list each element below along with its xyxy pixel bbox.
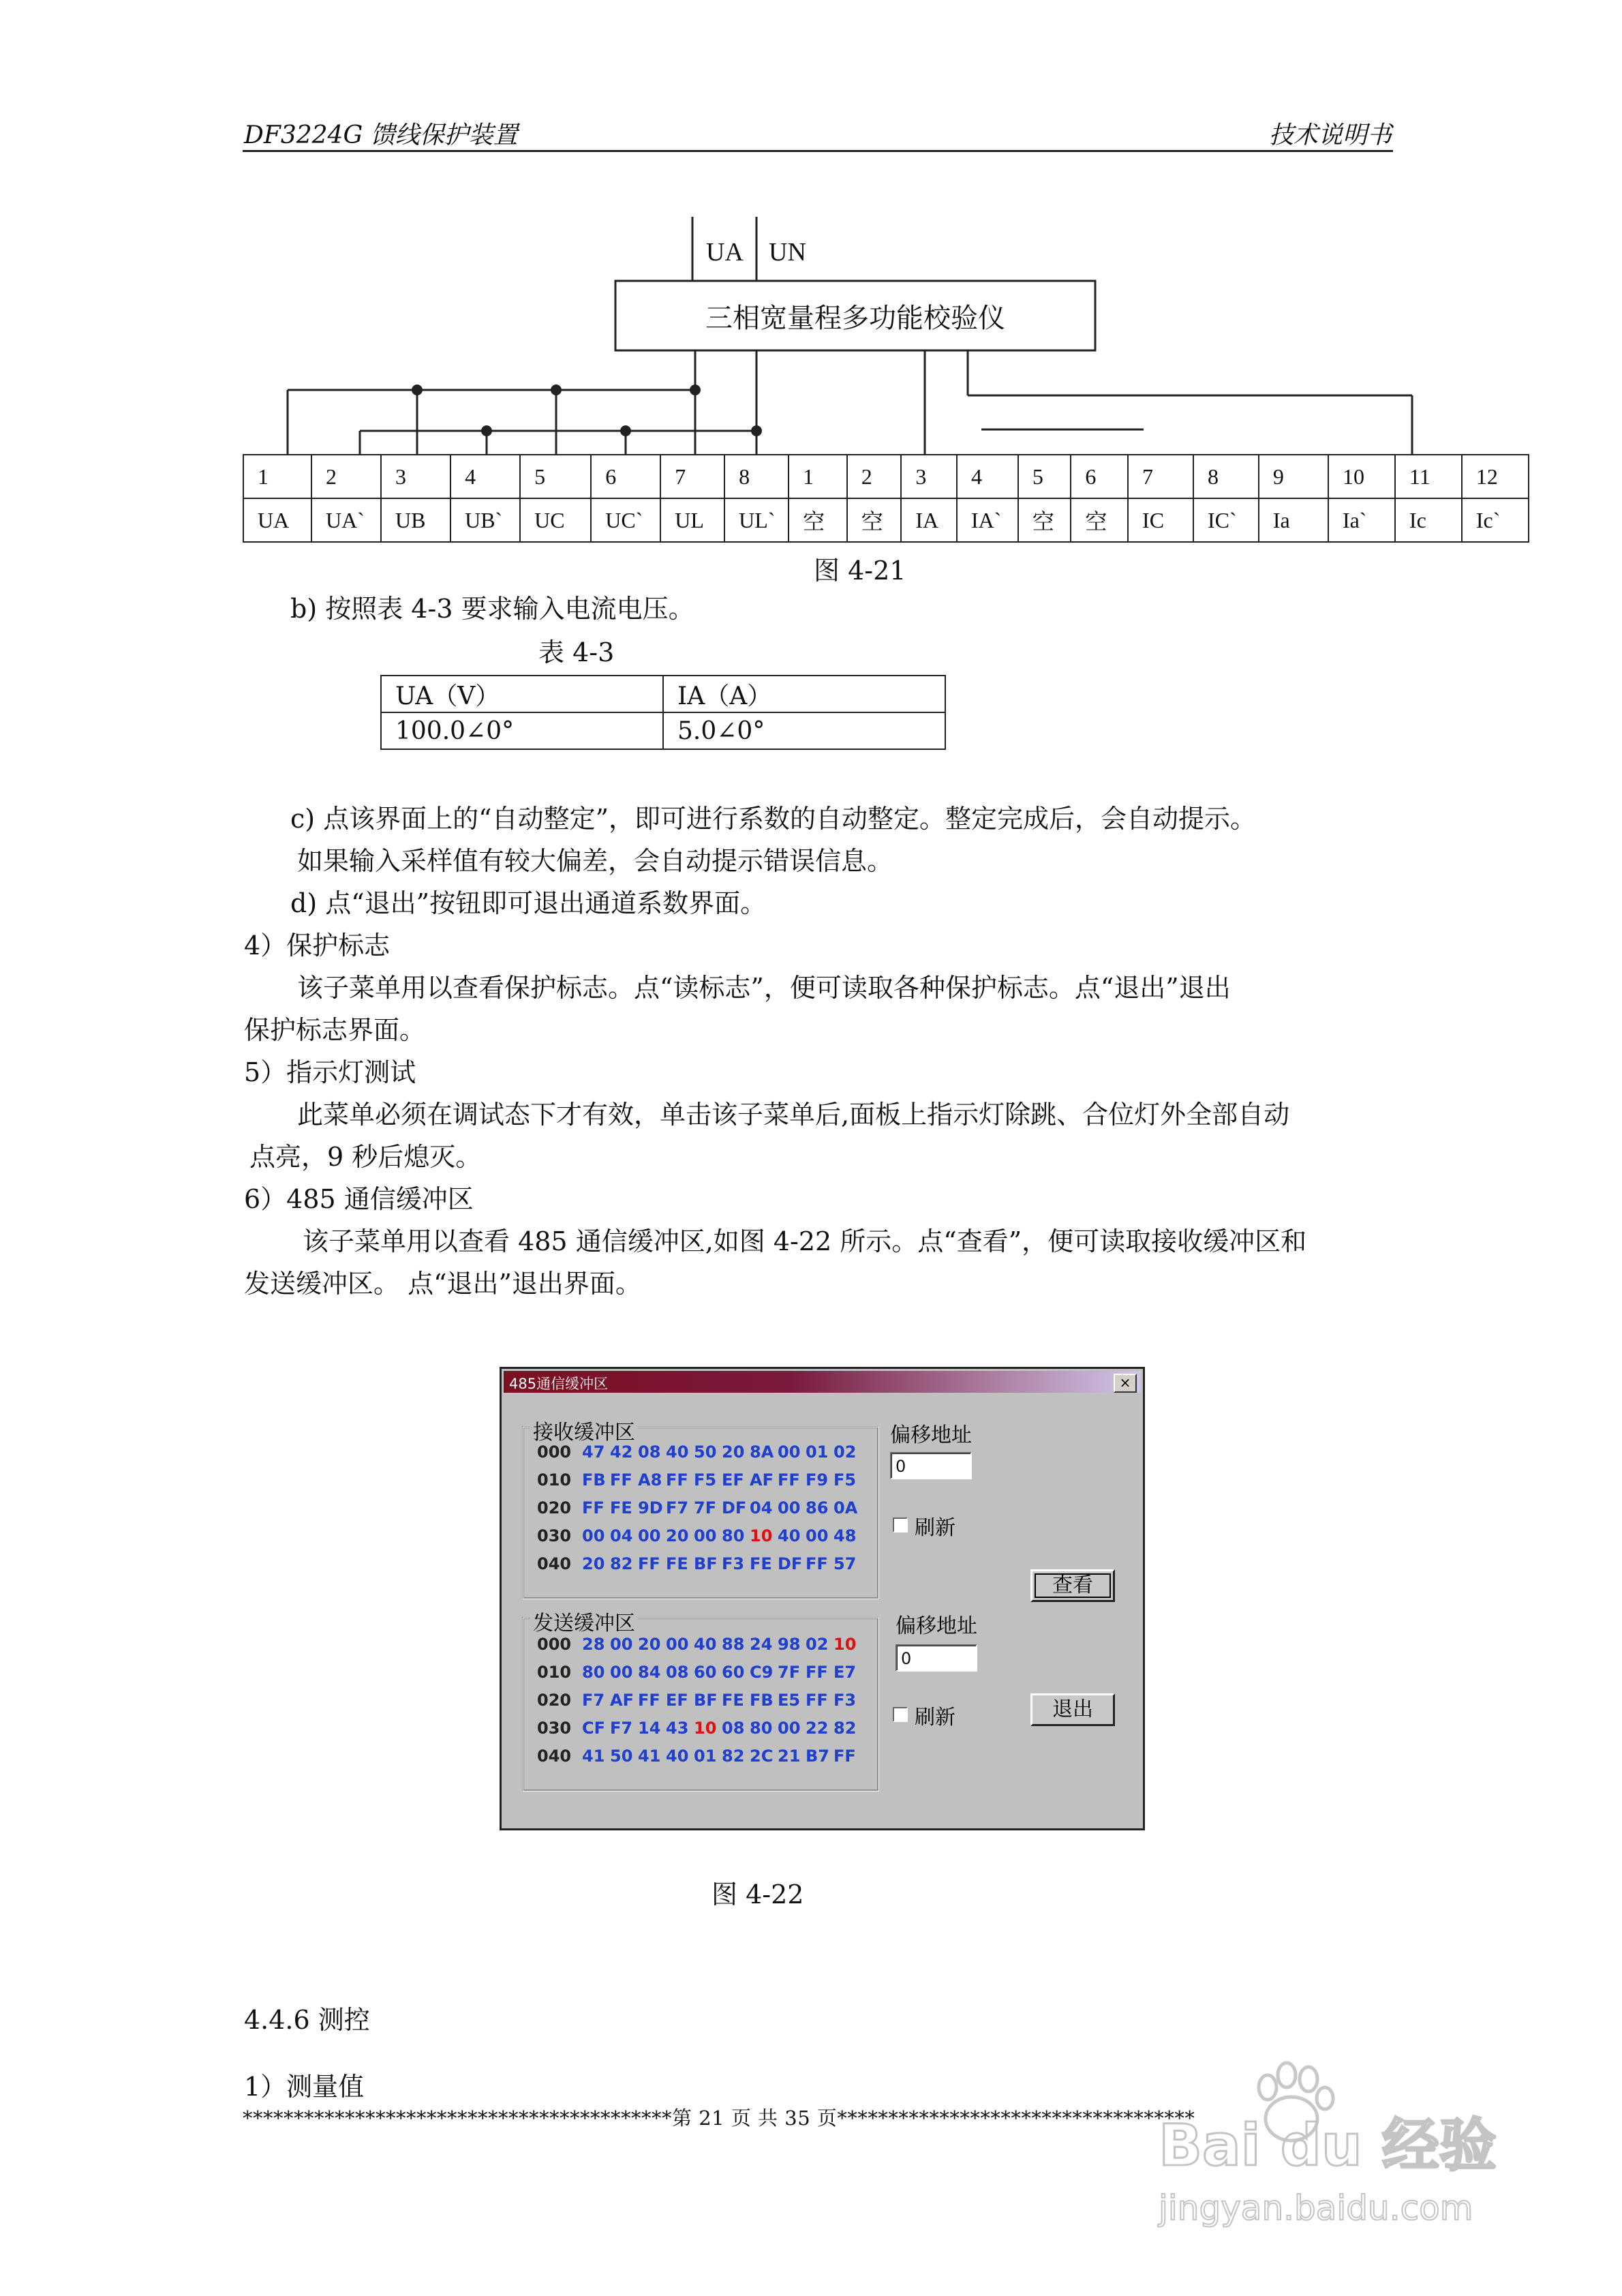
close-button[interactable]: × — [1114, 1374, 1137, 1393]
hex-row: 020 FF FE 9D F7 7F DF 04 00 86 0A — [537, 1498, 858, 1517]
receive-offset-input[interactable]: 0 — [890, 1452, 972, 1479]
terminal-number: 3 — [381, 455, 450, 498]
send-offset-input[interactable]: 0 — [896, 1644, 977, 1672]
dialog-title: 485通信缓冲区 — [509, 1376, 609, 1392]
terminal-name: 空 — [847, 498, 902, 542]
terminal-number: 3 — [901, 455, 957, 498]
step-c-line2: 如果输入采样值有较大偏差，会自动提示错误信息。 — [297, 846, 893, 876]
table-caption-4-3: 表 4-3 — [538, 637, 615, 667]
terminal-number: 5 — [1018, 455, 1071, 498]
terminal-name: Ic — [1395, 498, 1462, 542]
terminal-number: 8 — [724, 455, 789, 498]
table-4-3 — [380, 675, 946, 750]
hex-row: 010 80 00 84 08 60 60 C9 7F FF E7 — [537, 1663, 857, 1682]
section-6-para-line2: 发送缓冲区。 点“退出”退出界面。 — [244, 1269, 641, 1299]
step-d: d) 点“退出”按钮即可退出通道系数界面。 — [290, 888, 767, 918]
header-doc-type: 技术说明书 — [1268, 121, 1392, 149]
receive-buffer-label: 接收缓冲区 — [530, 1415, 638, 1445]
terminal-number: 1 — [789, 455, 847, 498]
terminal-number-row — [243, 455, 1529, 498]
hex-row: 040 20 82 FF FE BF F3 FE DF FF 57 — [537, 1554, 857, 1573]
terminal-number: 7 — [1128, 455, 1193, 498]
section-4-para-line2: 保护标志界面。 — [244, 1015, 426, 1045]
hex-row: 040 41 50 41 40 01 82 2C 21 B7 FF — [537, 1747, 856, 1766]
terminal-name: Ia — [1259, 498, 1328, 542]
terminal-name: IC` — [1193, 498, 1259, 542]
table-header-ua: UA（V） — [381, 676, 663, 712]
terminal-name: UL — [660, 498, 724, 542]
buffer-dialog — [500, 1367, 1145, 1830]
figure-caption-4-21: 图 4-21 — [814, 556, 906, 586]
wire-label-ua: UA — [706, 238, 744, 267]
terminal-name: UB — [381, 498, 450, 542]
instrument-label: 三相宽量程多功能校验仪 — [705, 303, 1005, 334]
terminal-name: IC — [1128, 498, 1193, 542]
section-4-para-line1: 该子菜单用以查看保护标志。点“读标志”，便可读取各种保护标志。点“退出”退出 — [297, 973, 1231, 1003]
terminal-number: 4 — [450, 455, 520, 498]
measurement-heading: 1）测量值 — [244, 2072, 365, 2102]
header-rule — [243, 150, 1393, 152]
receive-offset-label: 偏移地址 — [890, 1423, 972, 1447]
watermark-logo-text: Bai du 经验 — [1159, 2112, 1497, 2179]
terminal-name: IA` — [957, 498, 1018, 542]
hex-row: 030 00 04 00 20 00 80 10 40 00 48 — [537, 1526, 857, 1545]
terminal-name: Ic` — [1462, 498, 1529, 542]
header-title: DF3224G 馈线保护装置 — [244, 121, 518, 149]
terminal-number: 10 — [1328, 455, 1395, 498]
table-header-ia: IA（A） — [663, 676, 945, 712]
table-value-ua: 100.0∠0° — [381, 712, 663, 749]
page-footer: ******************************************第 21 页 共 35 页*********************************** — [243, 2106, 1195, 2130]
terminal-table — [243, 454, 1529, 543]
section-5-para-line2: 点亮，9 秒后熄灭。 — [249, 1142, 482, 1172]
terminal-number: 11 — [1395, 455, 1462, 498]
terminal-name: Ia` — [1328, 498, 1395, 542]
section-5-heading: 5）指示灯测试 — [244, 1057, 416, 1087]
terminal-number: 6 — [591, 455, 660, 498]
hex-row: 000 47 42 08 40 50 20 8A 00 01 02 — [537, 1442, 857, 1462]
section-4-heading: 4）保护标志 — [244, 931, 391, 961]
send-refresh-checkbox[interactable] — [893, 1707, 908, 1722]
wire-label-un: UN — [769, 238, 806, 267]
section-6-heading: 6）485 通信缓冲区 — [244, 1184, 474, 1214]
terminal-name: UC — [520, 498, 591, 542]
terminal-number: 9 — [1259, 455, 1328, 498]
terminal-number: 6 — [1071, 455, 1128, 498]
terminal-name-row — [243, 498, 1529, 542]
terminal-number: 12 — [1462, 455, 1529, 498]
section-5-para-line1: 此菜单必须在调试态下才有效，单击该子菜单后,面板上指示灯除跳、合位灯外全部自动 — [297, 1100, 1290, 1130]
terminal-number: 4 — [957, 455, 1018, 498]
terminal-name: 空 — [1018, 498, 1071, 542]
exit-button[interactable]: 退出 — [1030, 1693, 1115, 1726]
step-b: b) 按照表 4-3 要求输入电流电压。 — [290, 594, 694, 624]
section-4-4-6-heading: 4.4.6 测控 — [244, 2005, 370, 2035]
view-button[interactable]: 查看 — [1030, 1569, 1115, 1602]
send-buffer-label: 发送缓冲区 — [530, 1606, 638, 1636]
step-c-line1: c) 点该界面上的“自动整定”，即可进行系数的自动整定。整定完成后，会自动提示。 — [290, 804, 1257, 834]
terminal-name: UL` — [724, 498, 789, 542]
terminal-name: IA — [901, 498, 957, 542]
receive-refresh-label: 刷新 — [915, 1516, 955, 1540]
terminal-number: 8 — [1193, 455, 1259, 498]
terminal-name: 空 — [1071, 498, 1128, 542]
terminal-number: 2 — [311, 455, 381, 498]
terminal-name: UA` — [311, 498, 381, 542]
terminal-name: UC` — [591, 498, 660, 542]
hex-row: 030 CF F7 14 43 10 08 80 00 22 82 — [537, 1719, 857, 1738]
terminal-name: UB` — [450, 498, 520, 542]
terminal-name: UA — [243, 498, 311, 542]
terminal-number: 7 — [660, 455, 724, 498]
terminal-number: 5 — [520, 455, 591, 498]
table-value-ia: 5.0∠0° — [663, 712, 945, 749]
send-offset-label: 偏移地址 — [896, 1614, 977, 1638]
receive-refresh-checkbox[interactable] — [893, 1517, 908, 1532]
send-refresh-label: 刷新 — [915, 1706, 955, 1729]
send-buffer-group — [522, 1612, 879, 1792]
terminal-number: 1 — [243, 455, 311, 498]
dialog-titlebar[interactable] — [504, 1371, 1141, 1393]
watermark-url: jingyan.baidu.com — [1159, 2188, 1473, 2228]
hex-row: 010 FB FF A8 FF F5 EF AF FF F9 F5 — [537, 1470, 857, 1490]
hex-row: 020 F7 AF FF EF BF FE FB E5 FF F3 — [537, 1691, 857, 1710]
terminal-name: 空 — [789, 498, 847, 542]
terminal-number: 2 — [847, 455, 902, 498]
figure-caption-4-22: 图 4-22 — [711, 1879, 804, 1909]
section-6-para-line1: 该子菜单用以查看 485 通信缓冲区,如图 4-22 所示。点“查看”，便可读取接收缓冲区和 — [303, 1226, 1307, 1256]
hex-row: 000 28 00 20 00 40 88 24 98 02 10 — [537, 1635, 857, 1654]
receive-buffer-group — [522, 1421, 879, 1599]
